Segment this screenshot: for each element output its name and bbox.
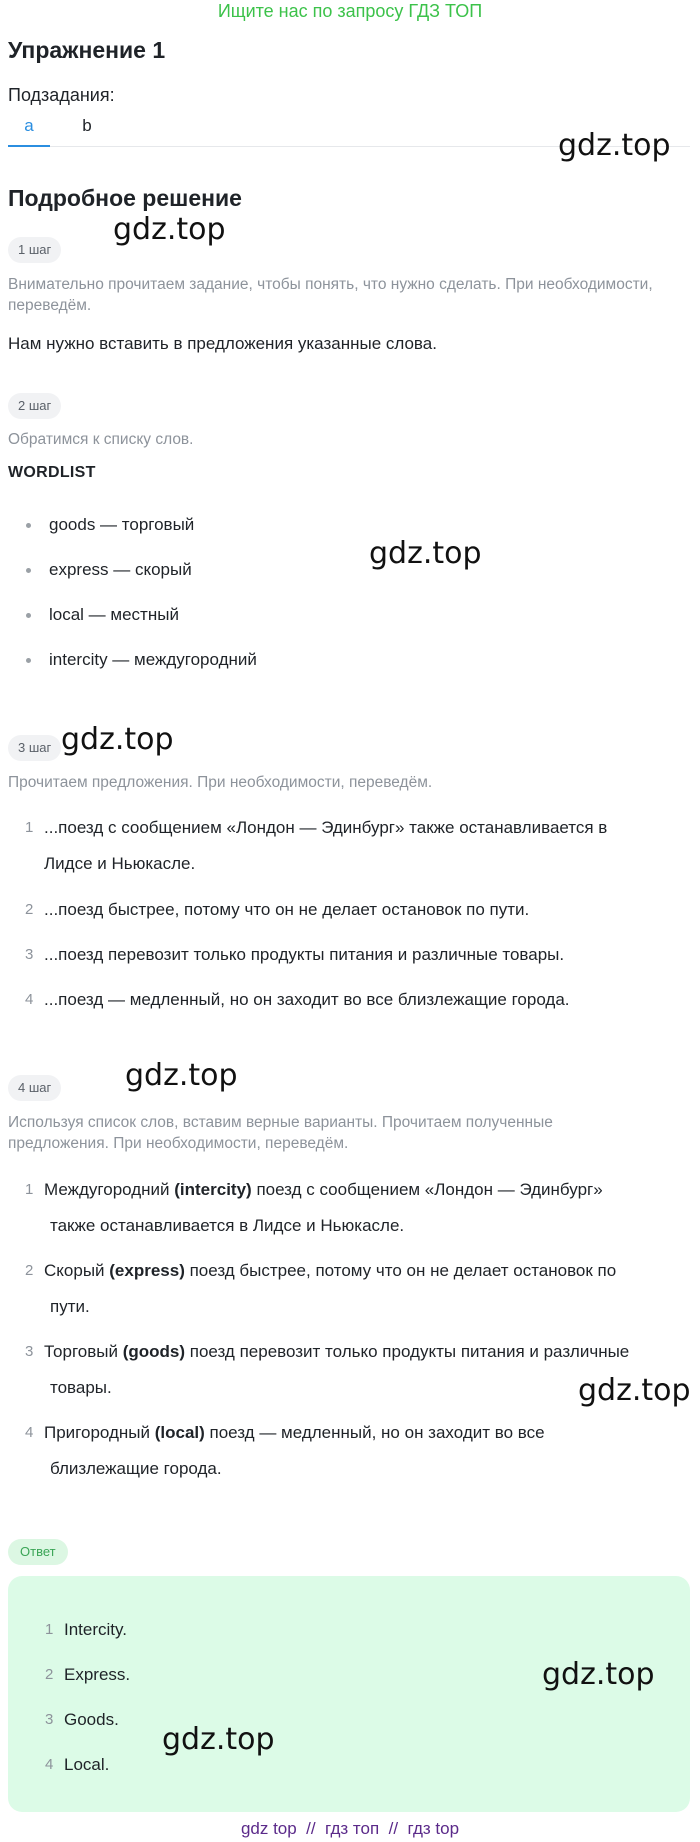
answer-box — [8, 1576, 690, 1812]
wordlist-title: WORDLIST — [8, 464, 96, 481]
watermark: gdz.top — [61, 722, 174, 757]
list-item: 2 Express. — [45, 1665, 131, 1684]
bullet-icon — [26, 658, 31, 663]
watermark: gdz.top — [369, 536, 482, 571]
step-2-hint: Обратимся к списку слов. — [8, 431, 194, 448]
list-item: 4 Local. — [45, 1755, 110, 1774]
tab-a[interactable]: a — [8, 116, 50, 147]
answer-badge: Ответ — [8, 1539, 68, 1565]
step-3-hint: Прочитаем предложения. При необходимости, переведём. — [8, 774, 433, 791]
step-4-hint: Используя список слов, вставим верные варианты. Прочитаем полученные предложения. При необходимости, переведём. — [8, 1114, 553, 1152]
watermark: gdz.top — [162, 1722, 275, 1757]
list-item: 3 Goods. — [45, 1710, 119, 1729]
bullet-icon — [26, 523, 31, 528]
page-title: Упражнение 1 — [8, 37, 166, 63]
watermark: gdz.top — [558, 128, 671, 163]
list-item: 1 ...поезд с сообщением «Лондон — Эдинбург» также останавливается в Лидсе и Ньюкасле. — [25, 818, 608, 873]
step-4-badge: 4 шаг — [8, 1075, 61, 1101]
watermark: gdz.top — [113, 212, 226, 247]
list-item: 3 Торговый (goods) поезд перевозит только продукты питания и различные товары. — [25, 1342, 630, 1397]
list-item: 2 ...поезд быстрее, потому что он не делает остановок по пути. — [25, 900, 530, 919]
subtasks-label: Подзадания: — [8, 85, 115, 105]
tab-b[interactable]: b — [82, 116, 92, 135]
watermark: gdz.top — [125, 1058, 238, 1093]
step-1-badge: 1 шаг — [8, 237, 61, 263]
step-2-badge: 2 шаг — [8, 393, 61, 419]
list-item: 1 Intercity. — [45, 1620, 127, 1639]
list-item: 2 Скорый (express) поезд быстрее, потому что он не делает остановок по пути. — [25, 1261, 617, 1316]
watermark: gdz.top — [542, 1657, 655, 1692]
watermark: gdz.top — [578, 1373, 691, 1408]
list-item: express — скорый — [8, 559, 608, 581]
step-1-hint: Внимательно прочитаем задание, чтобы понять, что нужно сделать. При необходимости, переведём. — [8, 276, 653, 314]
list-item: 4 ...поезд — медленный, но он заходит во все близлежащие города. — [25, 990, 570, 1009]
list-item: 4 Пригородный (local) поезд — медленный, но он заходит во все близлежащие города. — [25, 1423, 545, 1478]
step-1-text: Нам нужно вставить в предложения указанные слова. — [8, 334, 437, 353]
list-item: intercity — междугородний — [8, 649, 608, 671]
list-item: goods — торговый — [8, 514, 608, 536]
footer-links[interactable]: gdz top // гдз топ // гдз top — [240, 1819, 460, 1838]
bullet-icon — [26, 613, 31, 618]
search-banner: Ищите нас по запросу ГДЗ ТОП — [217, 1, 483, 21]
step-3-badge: 3 шаг — [8, 735, 61, 761]
bullet-icon — [26, 568, 31, 573]
list-item: 1 Междугородний (intercity) поезд с сообщением «Лондон — Эдинбург» также останавливается в Лидсе и Ньюкасле. — [25, 1180, 603, 1235]
list-item: 3 ...поезд перевозит только продукты питания и различные товары. — [25, 945, 565, 964]
list-item: local — местный — [8, 604, 608, 626]
solution-title: Подробное решение — [8, 185, 242, 211]
